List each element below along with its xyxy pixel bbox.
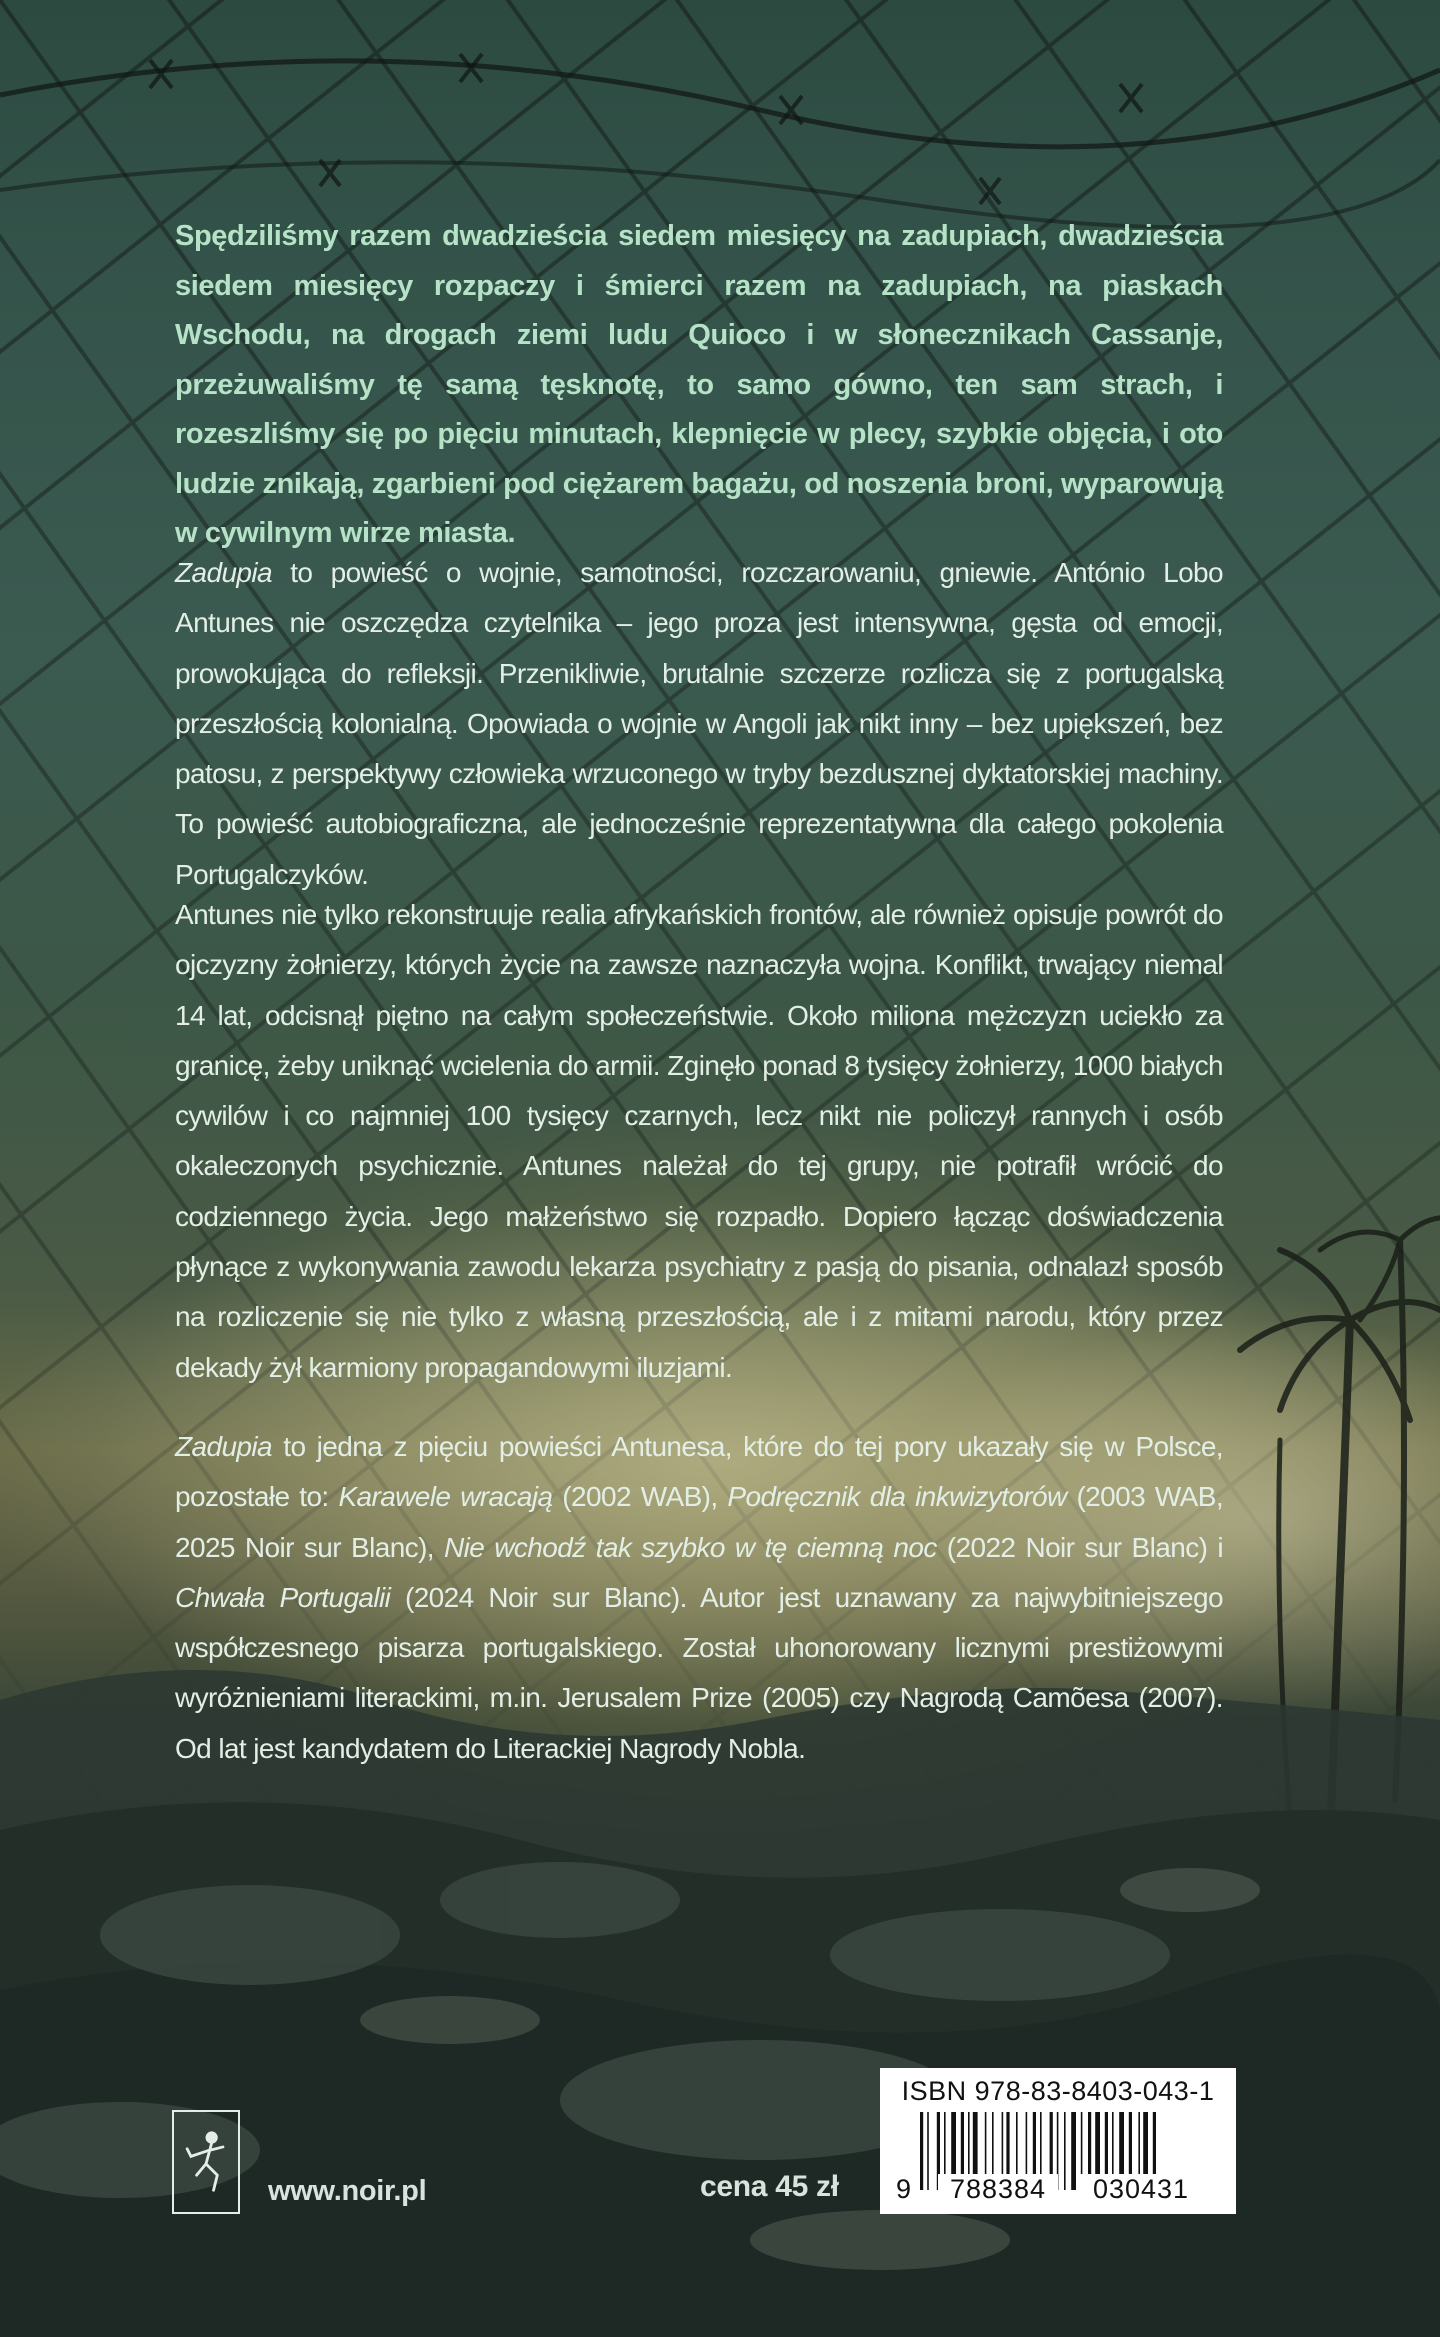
barcode-left-digits: 788384 bbox=[938, 2174, 1058, 2205]
barcode-bar bbox=[920, 2112, 923, 2190]
description-paragraph-3 bbox=[175, 1422, 1223, 1774]
publisher-website: www.noir.pl bbox=[268, 2175, 427, 2207]
description-paragraph-2: Antunes nie tylko rekonstruuje realia afrykańskich frontów, ale również opisuje powrót do ojczyzny żołnierzy, których życie na zawsze naznaczyła wojna. Konflikt, trwający niemal 14 lat, odcisnął piętno na całym społeczeństwie. Około miliona mężczyzn uciekło za granicę, żeby uniknąć wcielenia do armii. Zginęło ponad 8 tysięcy żołnierzy, 1000 białych cywilów i co najmniej 100 tysięcy czarnych, lecz nikt nie policzył rannych i osób okaleczonych psychicznie. Antunes należał do tej grupy, nie potrafił wrócić do codziennego życia. Jego małżeństwo się rozpadło. Dopiero łącząc doświadczenia płynące z wykonywania zawodu lekarza psychiatry z pasją do pisania, odnalazł sposób na rozliczenie się nie tylko z własną przeszłością, ale i z mitami narodu, który przez dekady żył karmiony propagandowymi iluzjami. bbox=[175, 899, 1223, 1383]
barcode-first-digit: 9 bbox=[896, 2174, 912, 2204]
paragraph-text: (2002 WAB), bbox=[552, 1481, 728, 1513]
paragraph-text: (2003 WAB, 2025 Noir sur Blanc), bbox=[175, 1481, 1223, 1563]
isbn-barcode bbox=[880, 2068, 1236, 2214]
paragraph-text: to powieść o wojnie, samotności, rozczarowaniu, gniewie. António Lobo Antunes nie oszczędza czytelnika – jego proza jest intensywna, gęsta od emocji, prowokująca do refleksji. Przenikliwie, brutalnie szczerze rozlicza się z portugalską przeszłością kolonialną. Opowiada o wojnie w Angoli jak nikt inny – bez upiększeń, bez patosu, z perspektywy człowieka wrzuconego w tryby bezdusznej dyktatorskiej machiny. To powieść autobiograficzna, ale jednocześnie reprezentatywna dla całego pokolenia Portugalczyków. bbox=[175, 557, 1223, 890]
paragraph-text: (2022 Noir sur Blanc) i bbox=[936, 1531, 1223, 1563]
paragraph-text: to jedna z pięciu powieści Antunesa, które do tej pory ukazały się w Polsce, pozostałe to: bbox=[175, 1431, 1223, 1513]
price-label: cena 45 zł bbox=[700, 2170, 839, 2203]
book-title-italic: Zadupia bbox=[175, 1431, 272, 1462]
book-title-italic: Podręcznik dla inkwizytorów bbox=[727, 1481, 1067, 1513]
book-title-italic: Chwała Portugalii bbox=[175, 1581, 391, 1613]
publisher-logo-icon bbox=[172, 2110, 240, 2214]
paragraph-text: (2024 Noir sur Blanc). Autor jest uznawany za najwybitniejszego współczesnego pisarza portugalskiego. Został uhonorowany licznymi prestiżowymi wyróżnieniami literackimi, m.in. Jerusalem Prize (2005) czy Nagrodą Camõesa (2007). Od lat jest kandydatem do Literackiej Nagrody Nobla. bbox=[175, 1581, 1223, 1764]
cover-quote: Spędziliśmy razem dwadzieścia siedem miesięcy na zadupiach, dwadzieścia siedem miesięcy rozpaczy i śmierci razem na zadupiach, na piaskach Wschodu, na drogach ziemi ludu Quioco i w słonecznikach Cassanje, przeżuwaliśmy tę samą tęsknotę, to samo gówno, ten sam strach, i rozeszliśmy się po pięciu minutach, klepnięcie w plecy, szybkie objęcia, i oto ludzie znikają, zgarbieni pod ciężarem bagażu, od noszenia broni, wyparowują w cywilnym wirze miasta. bbox=[175, 220, 1223, 549]
book-title-italic: Zadupia bbox=[175, 557, 272, 588]
book-title-italic: Nie wchodź tak szybko w tę ciemną noc bbox=[444, 1531, 937, 1563]
book-title-italic: Karawele wracają bbox=[338, 1481, 553, 1513]
barcode-bar bbox=[927, 2112, 929, 2190]
description-paragraph-1 bbox=[175, 548, 1223, 900]
barcode-bar bbox=[1064, 2112, 1066, 2190]
barcode-right-digits: 030431 bbox=[1076, 2174, 1206, 2205]
isbn-label: ISBN 978-83-8403-043-1 bbox=[901, 2076, 1215, 2106]
